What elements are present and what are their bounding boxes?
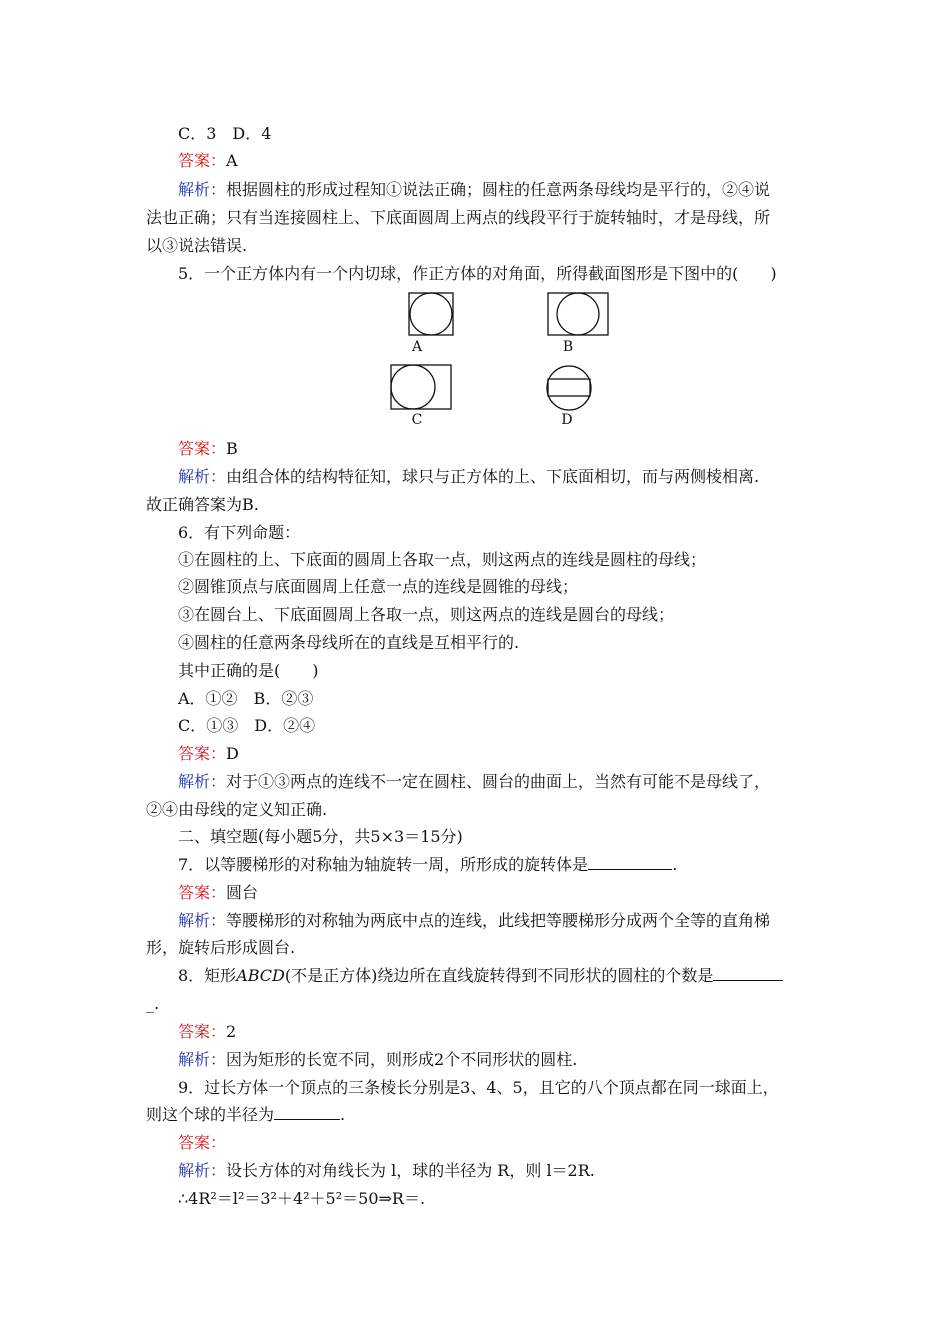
q5-analysis-line-2: 故正确答案为B.: [146, 495, 259, 514]
answer-value: 2: [226, 1022, 237, 1041]
analysis-text: 设长方体的对角线长为 l，球的半径为 R，则 l＝2R.: [226, 1161, 595, 1180]
q6-item-3: ③在圆台上、下底面圆周上各取一点，则这两点的连线是圆台的母线；: [178, 605, 675, 624]
q4-analysis-line-1: [178, 180, 770, 200]
q7-analysis-line-1: [178, 911, 770, 931]
q6-item-4: ④圆柱的任意两条母线所在的直线是互相平行的.: [178, 633, 520, 652]
q8-stem-post: (不是正方体)绕边所在直线旋转得到不同形状的圆柱的个数是: [284, 966, 714, 985]
q9-stem-line-1: 9．过长方体一个顶点的三条棱长分别是3、4、5，且它的八个顶点都在同一球面上，: [178, 1078, 779, 1097]
answer-value: 圆台: [226, 883, 259, 902]
q6-question: 其中正确的是( ): [178, 661, 319, 680]
q8-stem-line-2: _.: [146, 994, 160, 1013]
analysis-label: 解析：: [178, 180, 227, 199]
analysis-label: 解析：: [178, 772, 227, 791]
figure-d-label: D: [561, 412, 573, 428]
figure-b-label: B: [562, 339, 574, 355]
analysis-text: 因为矩形的长宽不同，则形成2个不同形状的圆柱.: [226, 1050, 578, 1069]
q9-stem-end: .: [340, 1105, 346, 1124]
q8-stem-variable: ABCD: [236, 966, 285, 985]
q7-stem-text: 7．以等腰梯形的对称轴为轴旋转一周，所形成的旋转体是: [178, 855, 589, 874]
q9-stem-text: 则这个球的半径为: [146, 1105, 275, 1124]
q6-item-2: ②圆锥顶点与底面圆周上任意一点的连线是圆锥的母线；: [178, 577, 579, 596]
q6-item-1: ①在圆柱的上、下底面的圆周上各取一点，则这两点的连线是圆柱的母线；: [178, 550, 707, 569]
answer-label: 答案：: [178, 883, 227, 902]
answer-value: A: [226, 151, 238, 170]
figure-a-label: A: [411, 339, 423, 355]
q8-stem-pre: 8．矩形: [178, 966, 237, 985]
q9-stem-line-2: [146, 1105, 345, 1125]
answer-label: 答案：: [178, 151, 227, 170]
answer-label: 答案：: [178, 744, 227, 763]
figure-a-circle-in-square-icon: [408, 292, 454, 336]
q6-stem: 6．有下列命题：: [178, 523, 301, 542]
answer-value: B: [226, 439, 238, 458]
analysis-text: 由组合体的结构特征知，球只与正方体的上、下底面相切，而与两侧棱相离.: [226, 467, 760, 486]
q7-stem-end: .: [672, 855, 678, 874]
figure-c-label: C: [411, 412, 423, 428]
figure-c-circle-in-wide-rectangle-icon: [390, 364, 452, 410]
q9-analysis-line-1: [178, 1161, 595, 1181]
q7-stem: [178, 855, 677, 875]
q7-analysis-line-2: 形，旋转后形成圆台.: [146, 938, 296, 957]
q6-options-ab: A．①② B．②③: [178, 689, 314, 708]
answer-blank: [713, 966, 783, 981]
answer-blank: [274, 1105, 340, 1120]
analysis-label: 解析：: [178, 1050, 227, 1069]
answer-label: 答案：: [178, 1133, 227, 1152]
analysis-text: 根据圆柱的形成过程知①说法正确；圆柱的任意两条母线均是平行的，②④说: [226, 180, 771, 199]
q6-analysis-line-2: ②④由母线的定义知正确.: [146, 800, 328, 819]
q5-stem: 5．一个正方体内有一个内切球，作正方体的对角面，所得截面图形是下图中的( ): [178, 264, 777, 283]
analysis-label: 解析：: [178, 467, 227, 486]
q4-options-cd: C．3 D．4: [178, 124, 272, 143]
q7-answer: [178, 883, 258, 903]
q6-analysis-line-1: [178, 772, 770, 792]
answer-blank: [588, 855, 672, 870]
answer-label: 答案：: [178, 1022, 227, 1041]
q4-analysis-line-3: 以③说法错误.: [146, 236, 248, 255]
q5-analysis-line-1: [178, 467, 759, 487]
q8-analysis: [178, 1050, 577, 1070]
analysis-text: 等腰梯形的对称轴为两底中点的连线，此线把等腰梯形分成两个全等的直角梯: [226, 911, 771, 930]
answer-value: D: [226, 744, 239, 763]
section-2-title: 二、填空题(每小题5分，共5×3＝15分): [178, 827, 463, 846]
q4-analysis-line-2: 法也正确；只有当连接圆柱上、下底面圆周上两点的线段平行于旋转轴时，才是母线，所: [146, 208, 771, 227]
q5-answer: [178, 439, 238, 459]
q6-answer: [178, 744, 239, 764]
q6-options-cd: C．①③ D．②④: [178, 716, 316, 735]
figure-b-circle-in-rectangle-icon: [547, 292, 609, 336]
analysis-label: 解析：: [178, 911, 227, 930]
analysis-text: 对于①③两点的连线不一定在圆柱、圆台的曲面上，当然有可能不是母线了，: [226, 772, 771, 791]
q8-stem: [178, 966, 783, 986]
q8-answer: [178, 1022, 236, 1042]
q9-answer: [178, 1133, 226, 1153]
analysis-label: 解析：: [178, 1161, 227, 1180]
figure-d-rectangle-in-circle-icon: [545, 365, 593, 411]
q9-analysis-line-2: ∴4R²＝l²＝3²＋4²＋5²＝50⇒R＝.: [178, 1189, 426, 1208]
answer-label: 答案：: [178, 439, 227, 458]
q4-answer: [178, 151, 238, 171]
